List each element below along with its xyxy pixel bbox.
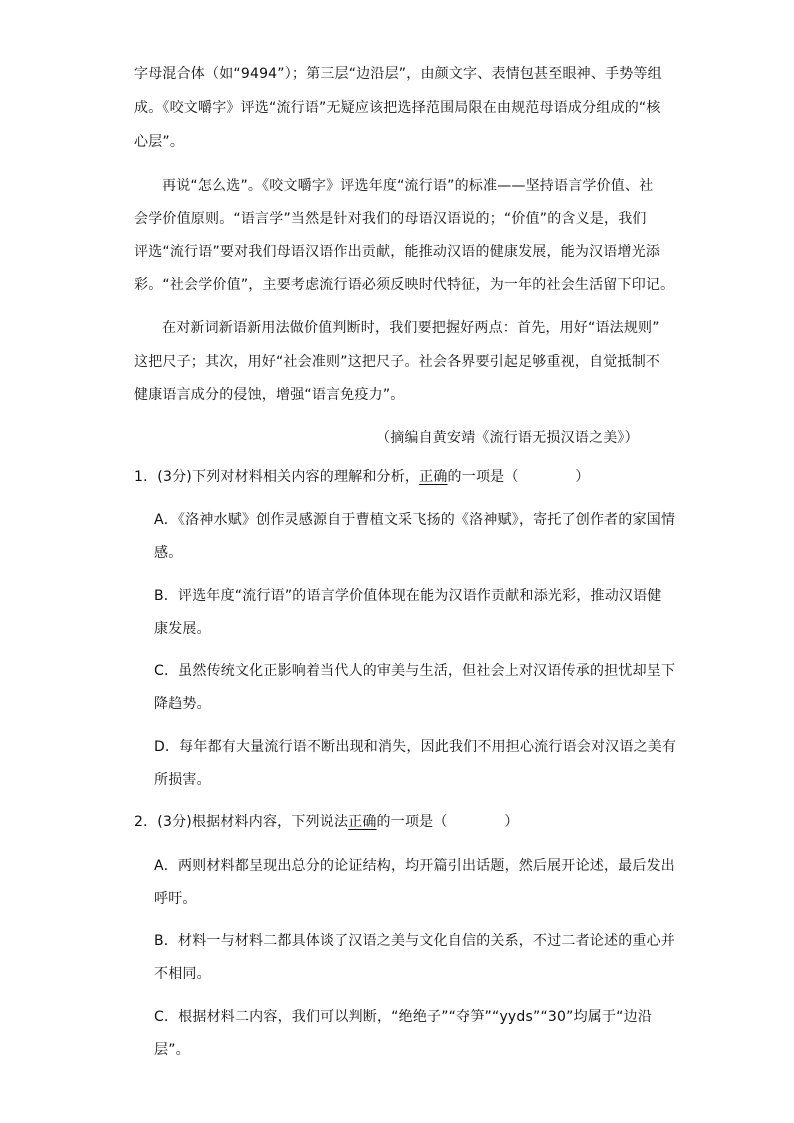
question-stem-text: 的一项是（ ）	[447, 469, 590, 485]
passage-line: 会学价值原则。“语言学”当然是针对我们的母语汉语说的；“价值”的含义是，我们	[134, 211, 647, 227]
question-1-option-a[interactable]: A．《洛神水赋》创作灵感源自于曹植文采飞扬的《洛神赋》，寄托了创作者的家国情	[154, 512, 676, 528]
question-2-option-c-cont: 层”。	[154, 1042, 190, 1058]
passage-line: 健康语言成分的侵蚀，增强“语言免疫力”。	[134, 387, 405, 403]
question-2-option-a[interactable]: A．两则材料都呈现出总分的论证结构，均开篇引出话题，然后展开论述，最后发出	[154, 858, 675, 874]
question-stem-text: 2．(3分)根据材料内容，下列说法	[134, 814, 349, 830]
question-1-option-a-cont: 感。	[154, 545, 183, 561]
passage-line: 心层”。	[134, 134, 185, 150]
question-2-option-a-cont: 呼吁。	[154, 891, 197, 907]
question-1-option-d-cont: 所损害。	[154, 772, 211, 788]
passage-source: （摘编自黄安靖《流行语无损汉语之美》）	[376, 430, 639, 446]
passage-line: 再说“怎么选”。《咬文嚼字》评选年度“流行语”的标准——坚持语言学价值、社	[162, 178, 654, 194]
question-1-option-d[interactable]: D．每年都有大量流行语不断出现和消失，因此我们不用担心流行语会对汉语之美有	[154, 739, 677, 755]
passage-line: 评选“流行语”要对我们母语汉语作出贡献，能推动汉语的健康发展，能为汉语增光添	[134, 244, 661, 260]
question-stem-text: 的一项是（ ）	[376, 814, 519, 830]
question-2-option-b-cont: 不相同。	[154, 966, 211, 982]
passage-line: 这把尺子；其次，用好“社会准则”这把尺子。社会各界要引起足够重视，自觉抵制不	[134, 354, 661, 370]
passage-line: 彩。“社会学价值”，主要考虑流行语必须反映时代特征，为一年的社会生活留下印记。	[134, 277, 675, 293]
question-stem-emphasis: 正确	[419, 469, 448, 485]
passage-line: 字母混合体（如“9494”）；第三层“边沿层”，由颜文字、表情包甚至眼神、手势等组	[134, 66, 662, 82]
question-2-option-c[interactable]: C．根据材料二内容，我们可以判断，“绝绝子”“夺笋”“yyds”“30”均属于“边沿	[154, 1009, 653, 1025]
question-1-option-c[interactable]: C．虽然传统文化正影响着当代人的审美与生活，但社会上对汉语传承的担忧却呈下	[154, 663, 676, 679]
question-stem-text: 1．(3分)下列对材料相关内容的理解和分析，	[134, 469, 420, 485]
question-stem-emphasis: 正确	[348, 814, 377, 830]
question-1-option-b-cont: 康发展。	[154, 621, 211, 637]
passage-line: 成。《咬文嚼字》评选“流行语”无疑应该把选择范围局限在由规范母语成分组成的“核	[134, 100, 661, 116]
question-1-option-b[interactable]: B．评选年度“流行语”的语言学价值体现在能为汉语作贡献和添光彩，推动汉语健	[154, 588, 662, 604]
passage-line: 在对新词新语新用法做价值判断时，我们要把握好两点：首先，用好“语法规则”	[162, 320, 660, 336]
question-1-stem	[134, 467, 590, 487]
question-2-option-b[interactable]: B．材料一与材料二都具体谈了汉语之美与文化自信的关系，不过二者论述的重心并	[154, 933, 676, 949]
question-1-option-c-cont: 降趋势。	[154, 696, 211, 712]
question-2-stem	[134, 812, 519, 832]
